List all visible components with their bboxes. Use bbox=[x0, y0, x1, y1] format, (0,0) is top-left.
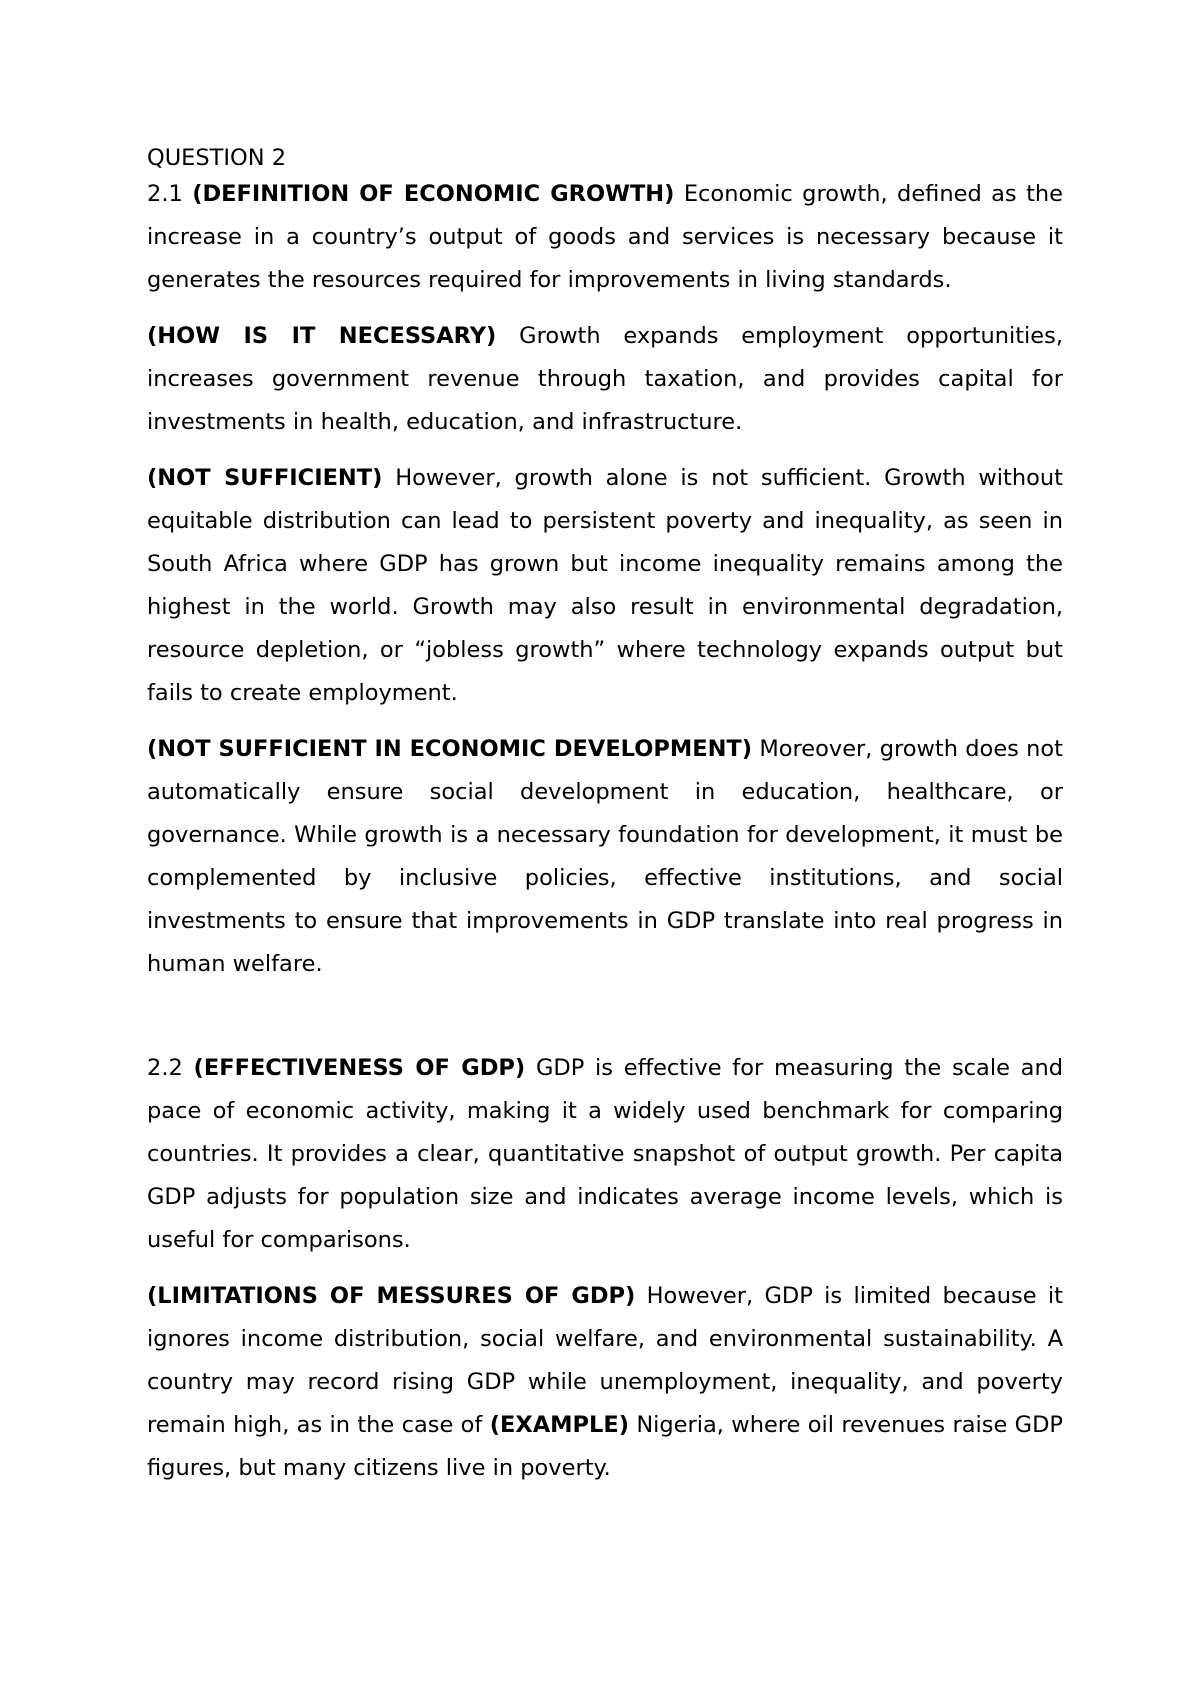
paragraph-limitations-of-gdp bbox=[147, 1275, 1063, 1490]
document-page bbox=[147, 144, 1063, 1503]
example-label: (EXAMPLE) bbox=[489, 1412, 629, 1438]
paragraph-not-sufficient bbox=[147, 457, 1063, 715]
paragraph-how-is-it-necessary bbox=[147, 315, 1063, 444]
paragraph-text: However, growth alone is not sufficient. Growth without equitable distribution can lead to persistent poverty and inequality, as seen in South Africa where GDP has grown but income inequality remains among the highest in the world. Growth may also result in environmental degradation, resource depletion, or “jobless growth” where technology expands output but fails to create employment. bbox=[147, 465, 1063, 706]
paragraph-text: Moreover, growth does not automatically ensure social development in education, healthcare, or governance. While growth is a necessary foundation for development, it must be complemented by inclusive policies, effective institutions, and social investments to ensure that improvements in GDP translate into real progress in human welfare. bbox=[147, 736, 1064, 977]
paragraph-text-after-example: Nigeria, where oil revenues raise GDP figures, but many citizens live in poverty. bbox=[147, 1412, 1063, 1481]
section-number: 2.1 bbox=[147, 181, 183, 207]
paragraph-not-sufficient-in-economic-development bbox=[147, 728, 1063, 986]
paragraph-effectiveness-of-gdp bbox=[147, 1047, 1063, 1262]
question-heading: QUESTION 2 bbox=[147, 145, 287, 171]
paragraph-label: (EFFECTIVENESS OF GDP) bbox=[193, 1055, 526, 1081]
paragraph-label: (LIMITATIONS OF MESSURES OF GDP) bbox=[147, 1283, 636, 1309]
section-number: 2.2 bbox=[147, 1055, 183, 1081]
paragraph-text: Economic growth, defined as the increase in a country’s output of goods and services is necessary because it generates the resources required for improvements in living standards. bbox=[147, 181, 1063, 293]
paragraph-label: (NOT SUFFICIENT) bbox=[147, 465, 383, 491]
paragraph-text: Growth expands employment opportunities, increases government revenue through taxation, and provides capital for investments in health, education, and infrastructure. bbox=[147, 323, 1064, 435]
paragraph-label: (NOT SUFFICIENT IN ECONOMIC DEVELOPMENT) bbox=[147, 736, 753, 762]
paragraph-label: (HOW IS IT NECESSARY) bbox=[147, 323, 497, 349]
section-spacer bbox=[147, 999, 1063, 1047]
paragraph-label: (DEFINITION OF ECONOMIC GROWTH) bbox=[192, 181, 675, 207]
paragraph-text: GDP is effective for measuring the scale and pace of economic activity, making it a widely used benchmark for comparing countries. It provides a clear, quantitative snapshot of output growth. Per capita GDP adjusts for population size and indicates average income levels, which is useful for comparisons. bbox=[147, 1055, 1063, 1253]
paragraph-text: However, GDP is limited because it ignores income distribution, social welfare, and environmental sustainability. A country may record rising GDP while unemployment, inequality, and poverty remain high, as in the case of bbox=[147, 1283, 1063, 1438]
paragraph-definition-of-economic-growth bbox=[147, 173, 1063, 302]
